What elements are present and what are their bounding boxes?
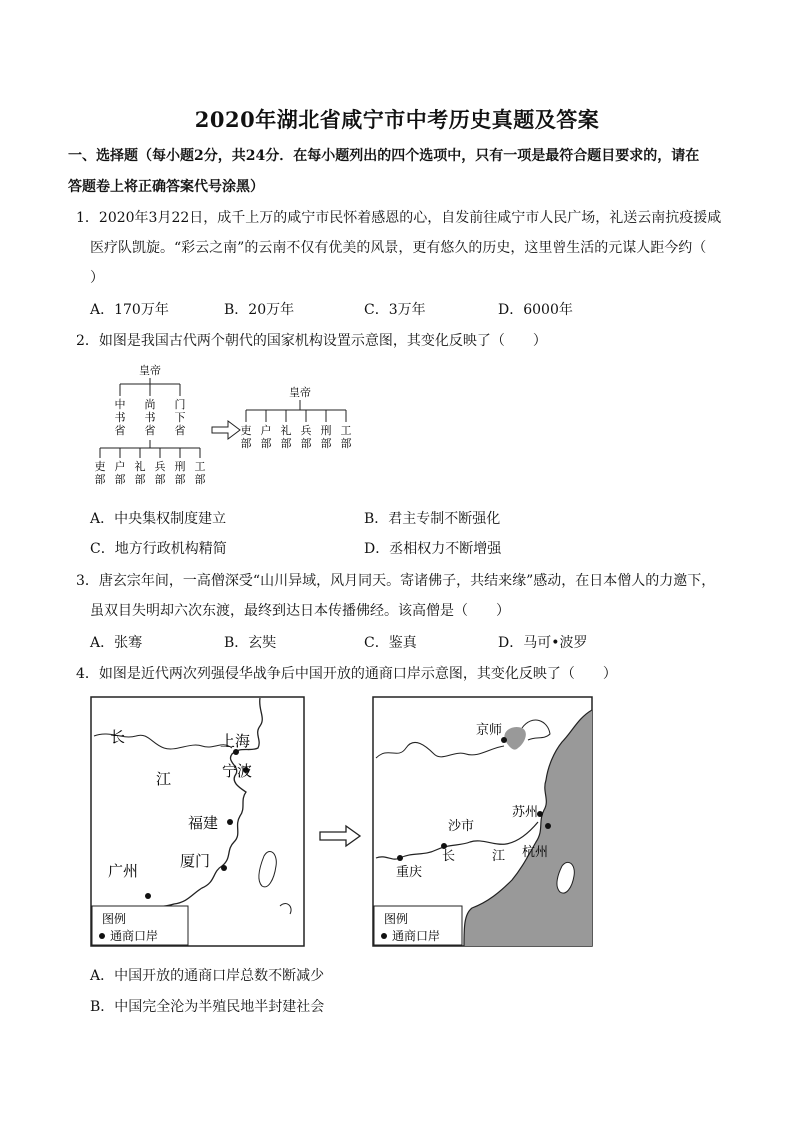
map-left-label-chang: 长 <box>110 728 126 746</box>
map-right-label-hangzhou: 杭州 <box>522 845 549 860</box>
left-bottom-label: 兵部 <box>154 460 166 486</box>
map-right-label-jingshi: 京师 <box>476 723 503 738</box>
q3-option-a: A．张骞 <box>90 635 143 651</box>
map-arrow-icon <box>318 824 362 848</box>
right-top-label: 皇帝 <box>289 386 311 399</box>
left-bottom-label: 吏部 <box>94 460 106 486</box>
q2-option-a: A．中央集权制度建立 <box>90 511 227 527</box>
right-bottom-label: 兵部 <box>300 424 312 450</box>
q1-option-b: B．20万年 <box>224 302 295 318</box>
map-right-label-chongqing: 重庆 <box>396 865 423 880</box>
left-bottom-label: 工部 <box>194 460 206 486</box>
q3-option-c: C．鉴真 <box>364 635 417 651</box>
map-right-legend-title: 图例 <box>384 912 409 926</box>
section-header-line1: 一、选择题（每小题2分，共24分．在每小题列出的四个选项中，只有一项是最符合题目要求的，请在 <box>68 148 700 164</box>
map-right-legend-item: 通商口岸 <box>392 929 441 943</box>
map-left-label-guangzhou: 广州 <box>108 862 139 880</box>
left-bottom-label: 刑部 <box>174 460 186 486</box>
q1-stem-line1: 1．2020年3月22日，成千上万的咸宁市民怀着感恩的心，自发前往咸宁市人民广场，礼送云南抗疫援咸 <box>76 210 722 226</box>
right-bottom-label: 刑部 <box>320 424 332 450</box>
map-right-label-suzhou: 苏州 <box>512 805 539 820</box>
map-left-legend-title: 图例 <box>102 912 127 926</box>
map-right-label-chang: 长 <box>442 849 456 864</box>
section-header-line2: 答题卷上将正确答案代号涂黑） <box>68 179 264 195</box>
left-mid-label: 门下省 <box>174 398 186 437</box>
left-bottom-group <box>95 459 206 486</box>
map-right-label-shashi: 沙市 <box>448 819 475 834</box>
q1-stem-line2: 医疗队凯旋。“彩云之南”的云南不仅有优美的风景，更有悠久的历史，这里曾生活的元谋人距今约（ <box>90 240 707 256</box>
q1-option-c: C．3万年 <box>364 302 426 318</box>
q3-stem-line2: 虽双目失明却六次东渡，最终到达日本传播佛经。该高僧是（ ） <box>90 603 510 619</box>
q2-option-d: D．丞相权力不断增强 <box>364 541 502 557</box>
map-left-label-fujian: 福建 <box>188 814 219 832</box>
q4-map-left <box>90 696 306 948</box>
q2-option-b: B．君主专制不断强化 <box>364 511 501 527</box>
map-left-label-xiamen: 厦门 <box>180 852 211 870</box>
map-right-label-jiang: 江 <box>492 849 506 864</box>
left-mid-group <box>115 397 186 437</box>
left-mid-label: 中书省 <box>114 398 126 437</box>
map-left-label-shanghai: 上海 <box>220 732 251 750</box>
right-bottom-group <box>241 423 352 450</box>
map-left-label-jiang: 江 <box>156 770 172 788</box>
left-mid-label: 尚书省 <box>144 398 156 437</box>
map-left-label-ningbo: 宁波 <box>222 762 253 780</box>
left-bottom-label: 户部 <box>114 460 126 486</box>
q4-map-right <box>372 696 594 948</box>
arrow-icon <box>212 421 240 439</box>
q1-stem-line3: ） <box>90 270 104 286</box>
right-bottom-label: 礼部 <box>280 424 292 450</box>
q2-option-c: C．地方行政机构精简 <box>90 541 227 557</box>
q2-institution-diagram <box>80 358 380 498</box>
q4-stem: 4．如图是近代两次列强侵华战争后中国开放的通商口岸示意图，其变化反映了（ ） <box>76 666 617 682</box>
right-bottom-label: 工部 <box>340 424 352 450</box>
q2-stem: 2．如图是我国古代两个朝代的国家机构设置示意图，其变化反映了（ ） <box>76 333 547 349</box>
q3-option-d: D．马可•波罗 <box>498 635 588 651</box>
q1-option-a: A．170万年 <box>90 302 169 318</box>
q1-option-d: D．6000年 <box>498 302 573 318</box>
left-top-label: 皇帝 <box>139 364 161 377</box>
right-bottom-label: 吏部 <box>240 424 252 450</box>
page-title: 2020年湖北省咸宁市中考历史真题及答案 <box>194 107 600 132</box>
q4-option-b: B．中国完全沦为半殖民地半封建社会 <box>90 999 325 1015</box>
left-bottom-label: 礼部 <box>134 460 146 486</box>
q4-option-a: A．中国开放的通商口岸总数不断减少 <box>90 968 325 984</box>
q3-option-b: B．玄奘 <box>224 635 277 651</box>
q3-stem-line1: 3．唐玄宗年间，一高僧深受“山川异域，风月同天。寄诸佛子，共结来缘”感动，在日本僧人的力邀下， <box>76 573 716 589</box>
map-left-legend-item: 通商口岸 <box>110 929 159 943</box>
right-bottom-label: 户部 <box>260 424 272 450</box>
